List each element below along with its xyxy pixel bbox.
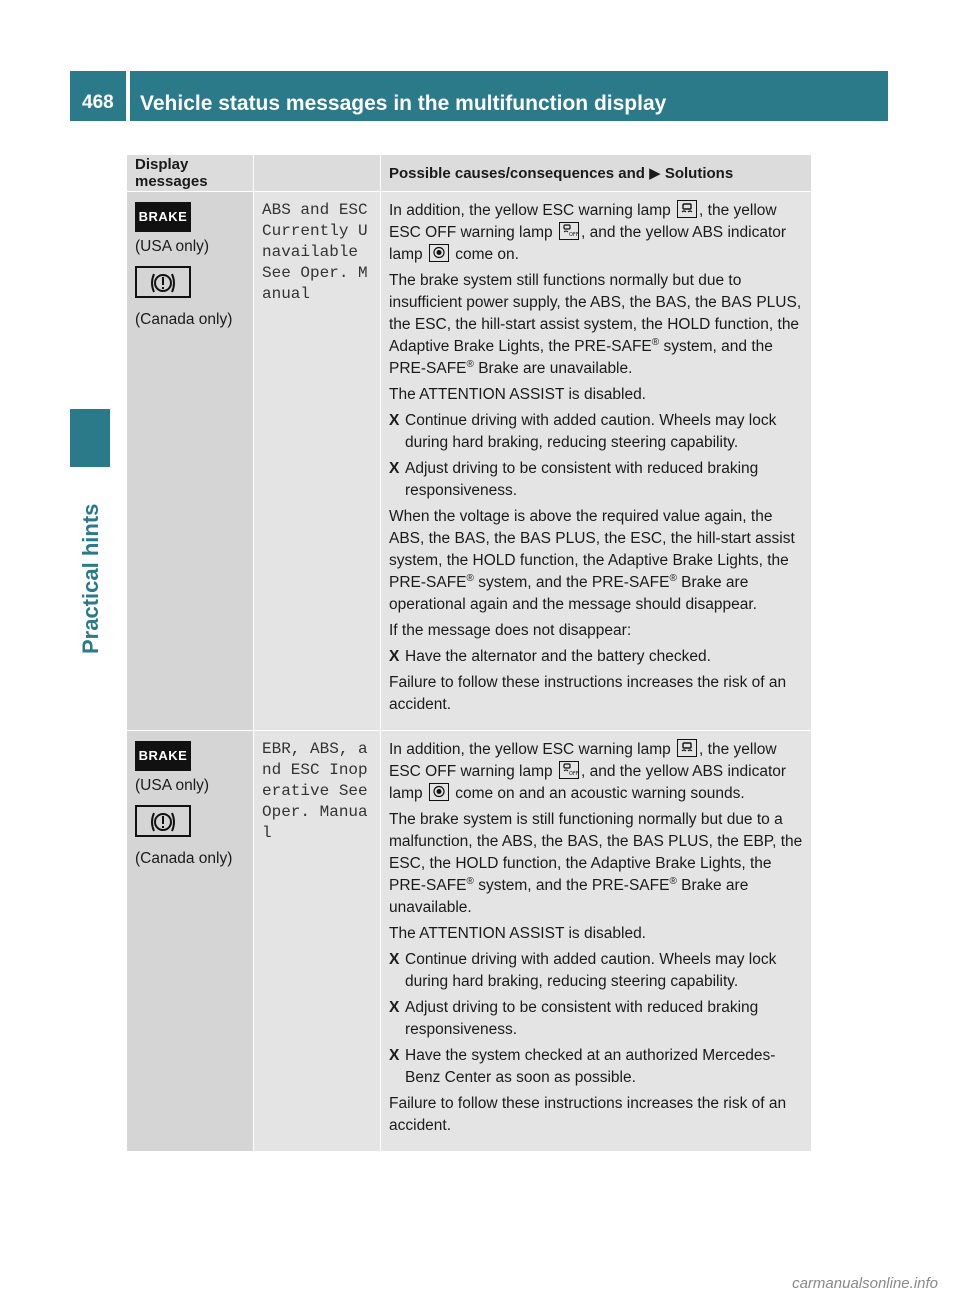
svg-text:OFF: OFF (568, 232, 579, 238)
step-arrow-icon: X (389, 951, 400, 968)
esc-warning-icon (677, 200, 697, 218)
brake-warning-icon: BRAKE (135, 202, 191, 232)
instruction-step: X Continue driving with added caution. Wheels may lock during hard braking, reducing steering capability. (389, 951, 777, 990)
brake-circle-warning-icon (135, 805, 191, 837)
arrow-icon: ▶ (649, 165, 661, 182)
abs-indicator-icon (429, 783, 449, 801)
esc-off-icon (559, 761, 579, 779)
solution-cell: In addition, the yellow ESC warning lamp , the yellow ESC OFF warning lamp OFF , and the yellow ABS indicator lamp come on. The brake system still functions normally but due to insufficient power supply, the ABS, the BAS, the BAS PLUS, the ESC, the hill-start assist system, the HOLD function, the Adaptive Brake Lights, the PRE-SAFE® system, and the PRE-SAFE® Brake are unavailable. The ATTENTION ASSIST is disabled. X Continue driving with added caution. Wheels may lock during hard braking, reducing steering capability. X Adjust driving to be consistent with reduced braking responsiveness. When the voltage is above the required value again, the ABS, the BAS, the BAS PLUS, the ESC, the hill-start assist system, the HOLD function, the Adaptive Brake Lights, the PRE-SAFE® system, and the PRE-SAFE® Brake are operational again and the message should disappear. If the message does not disappear: X Have the alternator and the battery checked. Failure to follow these instructions increases the risk of an accident. (381, 192, 812, 731)
message-cell: EBR, ABS, and ESC Inoperative See Oper. Manual (254, 731, 381, 1152)
solution-cell: In addition, the yellow ESC warning lamp , the yellow ESC OFF warning lamp OFF , and the yellow ABS indicator lamp come on and an acoustic warning sounds. The brake system is still functioning normally but due to a malfunction, the ABS, the BAS, the BAS PLUS, the EBP, the ESC, the HOLD function, the Adaptive Brake Lights, the PRE-SAFE® system, and the PRE-SAFE® Brake are unavailable. The ATTENTION ASSIST is disabled. X Continue driving with added caution. Wheels may lock during hard braking, reducing steering capability. X Adjust driving to be consistent with reduced braking responsiveness. X Have the system checked at an authorized Mercedes-Benz Center as soon as possible. Failure to follow these instructions increases the risk of an accident. (381, 731, 812, 1152)
instruction-step: X Continue driving with added caution. Wheels may lock during hard braking, reducing steering capability. (389, 412, 777, 451)
col-header-display-messages: Display messages (127, 155, 254, 192)
step-arrow-icon: X (389, 1047, 400, 1064)
brake-warning-icon: BRAKE (135, 741, 191, 771)
esc-off-icon (559, 222, 579, 240)
step-arrow-icon: X (389, 999, 400, 1016)
watermark[interactable]: carmanualsonline.info (792, 1275, 938, 1292)
table-row (127, 192, 811, 731)
page-title: Vehicle status messages in the multifunction display (130, 71, 888, 121)
instruction-step: X Adjust driving to be consistent with reduced braking responsiveness. (389, 460, 759, 499)
display-messages-table (127, 155, 811, 1151)
instruction-step: X Have the system checked at an authorized Mercedes-Benz Center as soon as possible. (389, 1047, 776, 1086)
table-row (127, 731, 811, 1152)
step-arrow-icon: X (389, 412, 400, 429)
icon-cell: BRAKE (USA only) (Canada only) (127, 192, 254, 731)
col-header-solutions: Possible causes/consequences and ▶ Solutions (381, 155, 812, 192)
message-cell: ABS and ESC Currently Unavailable See Oper. Manual (254, 192, 381, 731)
section-label: Practical hints (78, 503, 103, 654)
svg-text:OFF: OFF (568, 771, 579, 777)
step-arrow-icon: X (389, 460, 400, 477)
section-tab (70, 409, 110, 467)
esc-warning-icon (677, 739, 697, 757)
step-arrow-icon: X (389, 648, 400, 665)
page-number: 468 (70, 71, 126, 121)
instruction-step: X Adjust driving to be consistent with reduced braking responsiveness. (389, 999, 759, 1038)
instruction-step: X Have the alternator and the battery checked. (389, 646, 803, 668)
page-header (70, 71, 888, 121)
col-header-spacer (254, 155, 381, 192)
abs-indicator-icon (429, 244, 449, 262)
icon-cell: BRAKE (USA only) (Canada only) (127, 731, 254, 1152)
brake-circle-warning-icon (135, 266, 191, 298)
